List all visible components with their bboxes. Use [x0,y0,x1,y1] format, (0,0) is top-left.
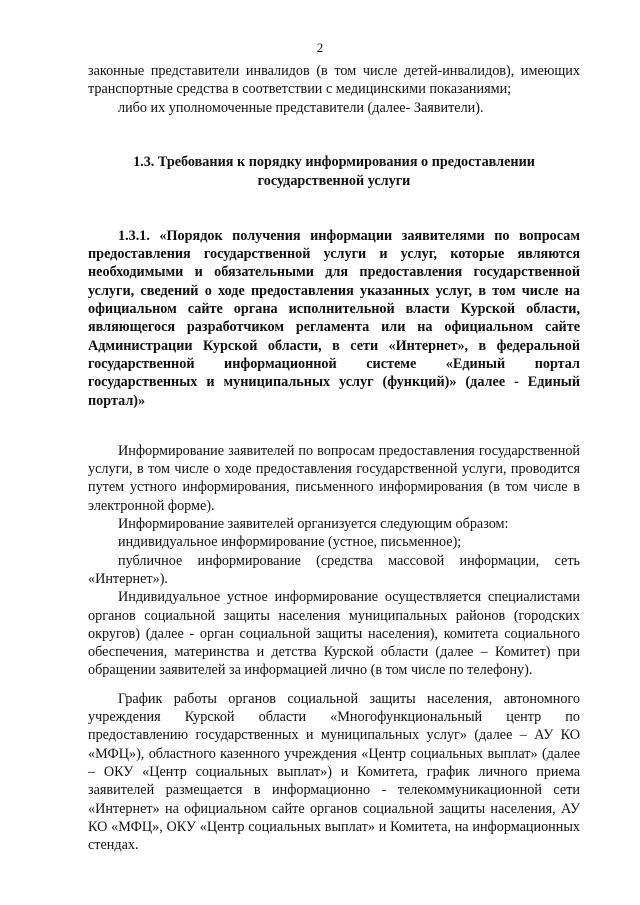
body-paragraph-5: Индивидуальное устное информирование осуществляется специалистами органов социальной защиты населения муниципальных районов (городских округов) (далее - орган социальной защиты населения), комитета социального обеспечения, материнства и детства Курской области (далее – Комитет) при обращении заявителей за информацией лично (в том числе по телефону). [88,589,580,679]
subsection-heading: 1.3.1. «Порядок получения информации заявителями по вопросам предоставления государственной услуги и услуг, которые являются необходимыми и обязательными для предоставления государственной услуги, сведений о ходе предоставления указанных услуг, в том числе на официальном сайте органа исполнительной власти Курской области, являющегося разработчиком регламента или на официальном сайте Администрации Курской области, в сети «Интернет», в федеральной государственной информационной системе «Единый портал государственных и муниципальных услуг (функций)» (далее - Единый портал)» [88,227,580,409]
page-number: 2 [316,40,324,55]
section-heading: 1.3. Требования к порядку информирования о предоставлении государственной услуги [133,153,535,189]
body-paragraph-3: индивидуальное информирование (устное, письменное); [118,534,462,551]
body-paragraph-6: График работы органов социальной защиты населения, автономного учреждения Курской области «Многофункциональный центр по предоставлению государственных и муниципальных услуг» (далее – АУ КО «МФЦ»), областного казенного учреждения «Центр социальных выплат» (далее – ОКУ «Центр социальных выплат») и Комитета, график личного приема заявителей размещается в информационно - телекоммуникационной сети «Интернет» на официальном сайте органов социальной защиты населения, АУ КО «МФЦ», ОКУ «Центр социальных выплат» и Комитета, на информационных стендах. [88,690,580,854]
body-paragraph-4: публичное информирование (средства массовой информации, сеть «Интернет»). [88,552,580,587]
intro-paragraph-1: законные представители инвалидов (в том числе детей-инвалидов), имеющих транспортные средства в соответствии с медицинскими показаниями; [88,63,580,98]
document-content [88,62,580,854]
body-paragraph-2: Информирование заявителей организуется следующим образом: [118,516,509,533]
intro-paragraph-2: либо их уполномоченные представители (далее- Заявители). [118,99,484,116]
body-paragraph-1: Информирование заявителей по вопросам предоставления государственной услуги, в том числе о ходе предоставления государственной услуги, проводится путем устного информирования, письменного информирования (в том числе в электронной форме). [88,442,580,514]
